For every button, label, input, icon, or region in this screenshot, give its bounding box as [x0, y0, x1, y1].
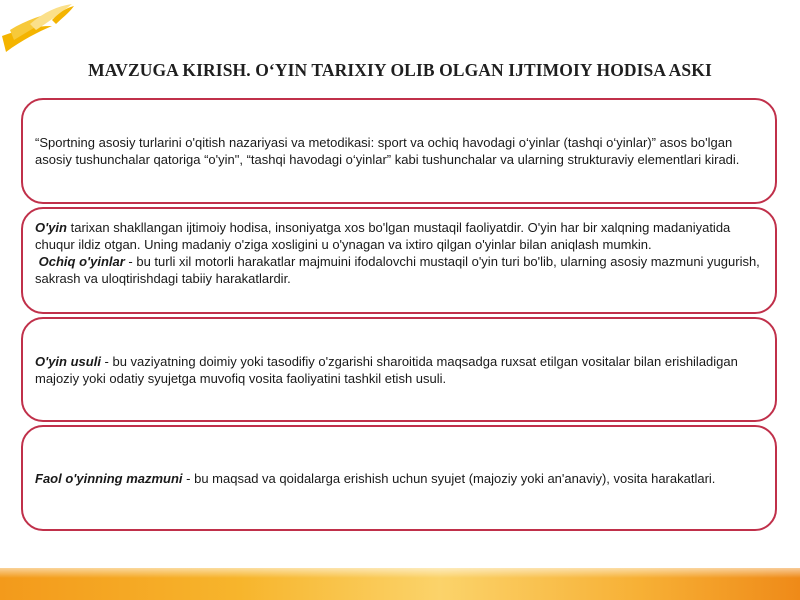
definition-card-sport-theory	[21, 98, 777, 204]
definition-ochiq-oyinlar: - bu turli xil motorli harakatlar majmuini ifodalovchi mustaqil o'yin turi bo'lib, ularning asosiy mazmuni yugurish, sakrash va uloqtirishdagi tabiiy harakatlardir.	[35, 254, 760, 286]
term-oyin: O'yin	[35, 220, 67, 235]
definition-oyin-usuli: - bu vaziyatning doimiy yoki tasodifiy o'zgarishi sharoitida maqsadga ruxsat etilgan vositalar bilan erishiladigan majoziy yoki odatiy syujetga muvofiq vosita faoliyatini tashkil etish usuli.	[35, 353, 738, 386]
definition-card-oyin	[21, 207, 777, 314]
definition-card-oyin-usuli	[21, 317, 777, 422]
card-text: “Sportning asosiy turlarini o'qitish nazariyasi va metodikasi: sport va ochiq havodagi o‘yinlar (tashqi o‘yinlar)” asos bo'lgan asosiy tushunchalar qatoriga “o'yin", “tashqi havodagi o‘yinlar” kabi tushunchalar va ularning strukturaviy elementlari kiradi.	[35, 135, 740, 167]
card-paragraph-oyin	[35, 219, 763, 253]
term-oyin-usuli: O'yin usuli	[35, 353, 101, 369]
definition-oyin: tarixan shakllangan ijtimoiy hodisa, insoniyatga xos bo'lgan mustaqil faoliyatdir. O'yin har bir xalqning madaniyatida chuqur ildiz otgan. Uning madaniy o'ziga xosligini u o'ynagan va ixtiro qilgan o'yinlar bilan aniqlash mumkin.	[35, 220, 731, 252]
card-paragraph-ochiq-oyinlar	[35, 253, 763, 287]
definition-faol-oyin-mazmuni: - bu maqsad va qoidalarga erishish uchun syujet (majoziy yoki an'anaviy), vosita harakatlari.	[182, 470, 716, 486]
term-ochiq-oyinlar: Ochiq o'yinlar	[38, 254, 125, 269]
term-faol-oyin-mazmuni: Faol o'yinning mazmuni	[35, 470, 183, 486]
footer-bar-shine	[0, 568, 800, 578]
flame-logo-icon	[0, 0, 80, 60]
footer-decorative-bar	[0, 568, 800, 600]
slide-title: MAVZUGA KIRISH. O‘YIN TARIXIY OLIB OLGAN IJTIMOIY HODISA ASKI	[88, 60, 712, 80]
definition-card-faol-oyin	[21, 425, 777, 531]
